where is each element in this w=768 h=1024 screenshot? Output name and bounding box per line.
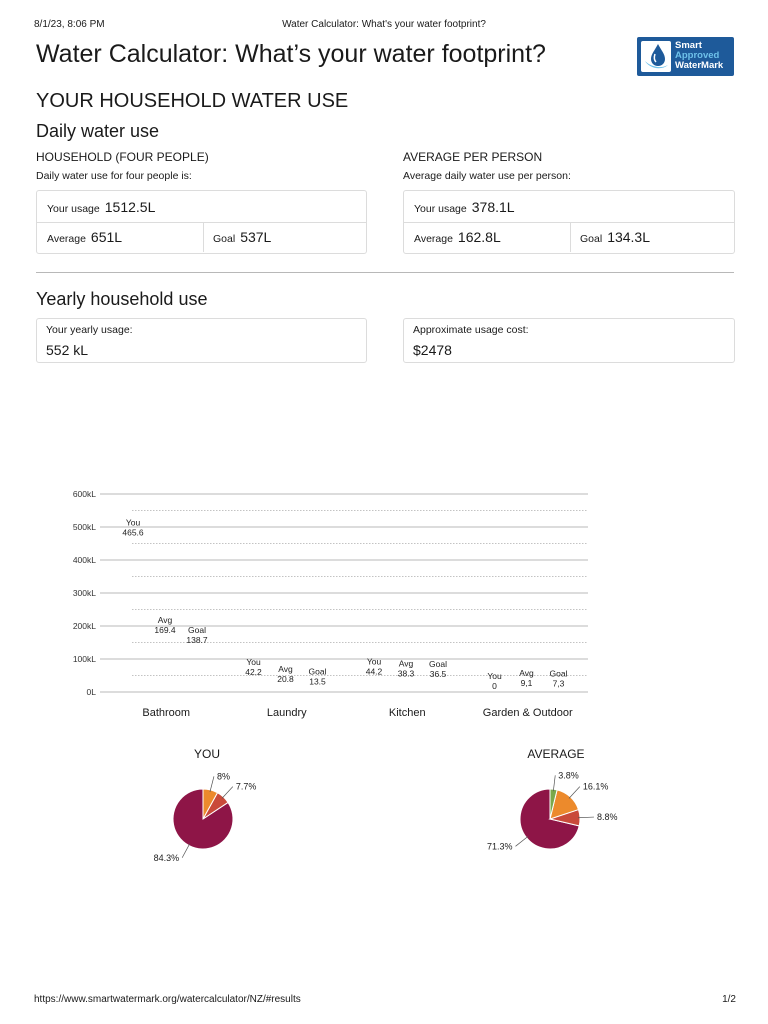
page-title: Water Calculator: What’s your water footprint? — [36, 40, 546, 68]
bar-series-label: You — [246, 657, 261, 668]
y-tick-label: 100kL — [72, 654, 96, 664]
page-number: 1/2 — [722, 994, 736, 1005]
bar-series-label: Goal — [429, 658, 447, 669]
pie-slice-label: 71.3% — [486, 841, 513, 852]
y-tick-label: 600kL — [72, 489, 96, 499]
per-person-goal-value: 134.3L — [607, 229, 651, 245]
pie-label-leader — [569, 787, 580, 799]
bar-value-label: 169.4 — [154, 625, 176, 636]
pie-slice-label: 16.1% — [582, 781, 609, 792]
you-pie-chart — [100, 742, 300, 872]
pie-label-leader — [515, 836, 528, 846]
bar-value-label: 44.2 — [365, 666, 383, 677]
pie-label-leader — [222, 787, 233, 799]
bar-value-label: 0 — [492, 681, 497, 691]
pie-slice-label: 84.3% — [153, 852, 180, 863]
bar-series-label: You — [366, 656, 382, 667]
bar-goal-laundry — [303, 688, 333, 692]
household-comparison-row — [37, 223, 366, 252]
bar-series-label: Avg — [157, 615, 173, 626]
bar-value-label: 138.7 — [186, 635, 208, 646]
section-title: YOUR HOUSEHOLD WATER USE — [36, 90, 349, 112]
print-header — [34, 19, 734, 33]
bar-series-label: Goal — [308, 666, 327, 677]
per-person-your-usage-label: Your usage — [414, 203, 467, 215]
usage-cost-label: Approximate usage cost: — [413, 324, 529, 336]
bar-value-label: 38.3 — [397, 668, 415, 679]
per-person-comparison-row — [404, 223, 734, 252]
print-footer — [34, 994, 736, 1008]
y-tick-label: 400kL — [72, 555, 96, 565]
bar-value-label: 465.6 — [122, 527, 144, 538]
daily-use-title: Daily water use — [36, 121, 160, 141]
print-title: Water Calculator: What's your water footprint? — [282, 19, 486, 30]
category-label-garden-outdoor: Garden & Outdoor — [482, 707, 573, 719]
bar-series-label: You — [487, 671, 502, 681]
bar-value-label: 9,1 — [520, 677, 533, 688]
bar-goal-garden-outdoor — [544, 690, 574, 692]
bar-goal-bathroom — [182, 646, 212, 692]
household-goal-value: 537L — [240, 229, 272, 245]
usage-cost-card — [403, 318, 735, 363]
household-subtitle: Daily water use for four people is: — [36, 170, 192, 182]
pie-title: AVERAGE — [527, 747, 585, 761]
per-person-heading: AVERAGE PER PERSON — [403, 150, 543, 164]
bar-you-bathroom — [118, 538, 148, 692]
usage-cost-value: $2478 — [413, 342, 452, 358]
household-heading: HOUSEHOLD (FOUR PEOPLE) — [36, 150, 209, 164]
average-pie-chart — [450, 742, 660, 872]
per-person-your-usage-value: 378.1L — [471, 199, 515, 215]
household-goal-label: Goal — [213, 233, 236, 245]
per-person-average-label: Average — [414, 233, 453, 245]
logo-line-3: WaterMark — [675, 60, 724, 71]
pie-title: YOU — [193, 747, 221, 761]
household-your-usage-value: 1512.5L — [104, 199, 156, 215]
bar-value-label: 36.5 — [429, 668, 447, 679]
household-average-label: Average — [47, 233, 86, 245]
bar-series-label: Avg — [519, 667, 534, 678]
bar-series-label: Avg — [398, 658, 414, 669]
y-tick-label: 200kL — [72, 621, 96, 631]
bar-goal-kitchen — [423, 680, 453, 692]
yearly-usage-card — [36, 318, 367, 363]
water-drop-icon — [641, 41, 671, 72]
per-person-your-usage-row — [404, 191, 734, 223]
household-your-usage-label: Your usage — [47, 203, 100, 215]
category-label-bathroom: Bathroom — [142, 707, 191, 719]
household-usage-card — [36, 190, 367, 254]
bar-value-label: 13.5 — [309, 676, 326, 687]
page-url: https://www.smartwatermark.org/watercalculator/NZ/#results — [34, 994, 301, 1005]
bar-series-label: Goal — [549, 668, 568, 679]
bar-series-label: Goal — [188, 625, 206, 636]
pie-slice-label: 3.8% — [558, 770, 579, 781]
pie-slice-label: 8.8% — [596, 812, 618, 823]
bar-avg-bathroom — [150, 636, 180, 692]
pie-slice-label: 7.7% — [235, 781, 257, 792]
usage-by-area-bar-chart — [60, 484, 600, 724]
print-date: 8/1/23, 8:06 PM — [34, 19, 105, 30]
category-label-laundry: Laundry — [266, 707, 307, 719]
household-average-value: 651L — [90, 229, 123, 245]
section-divider — [36, 272, 734, 273]
yearly-use-title: Yearly household use — [36, 289, 208, 309]
bar-avg-garden-outdoor — [512, 689, 542, 692]
yearly-usage-label: Your yearly usage: — [46, 324, 133, 336]
pie-label-leader — [182, 844, 190, 858]
bar-series-label: Avg — [278, 664, 293, 675]
logo-line-2: Approved — [675, 50, 720, 61]
bar-avg-laundry — [271, 685, 301, 692]
bar-value-label: 42.2 — [245, 667, 262, 678]
pie-label-leader — [210, 776, 214, 791]
bar-you-kitchen — [359, 677, 389, 692]
y-tick-label: 0L — [86, 687, 96, 697]
bar-avg-kitchen — [391, 679, 421, 692]
household-your-usage-row — [37, 191, 366, 223]
yearly-usage-value: 552 kL — [46, 342, 89, 358]
per-person-average-value: 162.8L — [457, 229, 501, 245]
logo-line-1: Smart — [675, 40, 702, 51]
per-person-goal-label: Goal — [580, 233, 603, 245]
category-label-kitchen: Kitchen — [388, 707, 426, 719]
bar-value-label: 7,3 — [552, 678, 565, 689]
pie-slice-label: 8% — [216, 771, 230, 782]
per-person-usage-card — [403, 190, 735, 254]
bar-value-label: 20.8 — [277, 674, 294, 685]
bar-series-label: You — [125, 517, 141, 528]
per-person-subtitle: Average daily water use per person: — [403, 170, 571, 182]
y-tick-label: 300kL — [72, 588, 96, 598]
bar-you-laundry — [239, 678, 269, 692]
smart-approved-watermark-logo[interactable] — [637, 37, 734, 76]
y-tick-label: 500kL — [72, 522, 96, 532]
